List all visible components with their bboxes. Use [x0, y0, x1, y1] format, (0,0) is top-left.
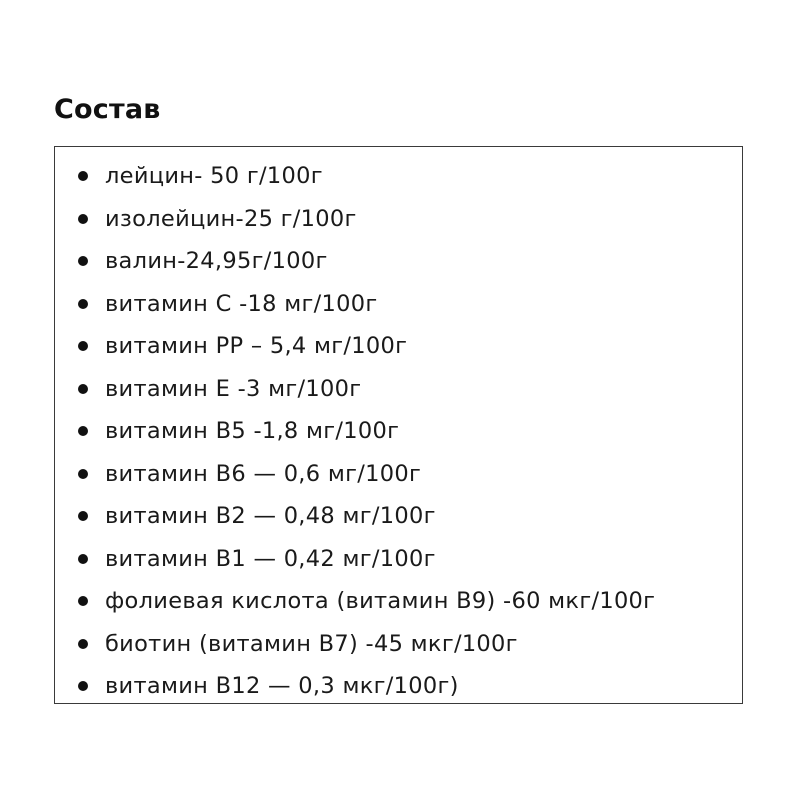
bullet-icon	[78, 639, 88, 649]
list-item-text: валин-24,95г/100г	[105, 248, 328, 274]
bullet-icon	[78, 214, 88, 224]
list-item-text: витамин В12 — 0,3 мкг/100г)	[105, 673, 459, 699]
bullet-icon	[78, 299, 88, 309]
list-item-text: витамин РР – 5,4 мг/100г	[105, 333, 408, 359]
list-item	[55, 495, 742, 538]
list-item-text: витамин Е -3 мг/100г	[105, 375, 362, 402]
list-item-text: витамин В2 — 0,48 мг/100г	[105, 503, 436, 529]
list-item-text: фолиевая кислота (витамин В9) -60 мкг/100г	[105, 588, 656, 614]
list-item-text: биотин (витамин В7) -45 мкг/100г	[105, 630, 518, 657]
composition-box	[54, 146, 743, 704]
list-item	[55, 240, 742, 283]
list-item-text: витамин В5 -1,8 мг/100г	[105, 418, 400, 444]
list-item-text: витамин В1 — 0,42 мг/100г	[105, 545, 436, 572]
list-item	[55, 580, 742, 623]
list-item-text: витамин В6 — 0,6 мг/100г	[105, 460, 422, 487]
list-item	[55, 283, 742, 326]
list-item-text: лейцин- 50 г/100г	[105, 163, 323, 189]
list-item	[55, 453, 742, 496]
list-item	[55, 198, 742, 241]
bullet-icon	[78, 554, 88, 564]
list-item	[55, 155, 742, 198]
list-item	[55, 325, 742, 368]
list-item-text: изолейцин-25 г/100г	[105, 205, 357, 232]
bullet-icon	[78, 171, 88, 181]
list-item	[55, 538, 742, 581]
bullet-icon	[78, 384, 88, 394]
bullet-icon	[78, 256, 88, 266]
bullet-icon	[78, 681, 88, 691]
list-item	[55, 368, 742, 411]
bullet-icon	[78, 469, 88, 479]
composition-list	[55, 155, 742, 708]
bullet-icon	[78, 341, 88, 351]
list-item	[55, 665, 742, 708]
list-item	[55, 623, 742, 666]
section-title: Состав	[54, 94, 161, 125]
bullet-icon	[78, 426, 88, 436]
list-item	[55, 410, 742, 453]
bullet-icon	[78, 596, 88, 606]
list-item-text: витамин С -18 мг/100г	[105, 290, 378, 317]
bullet-icon	[78, 511, 88, 521]
